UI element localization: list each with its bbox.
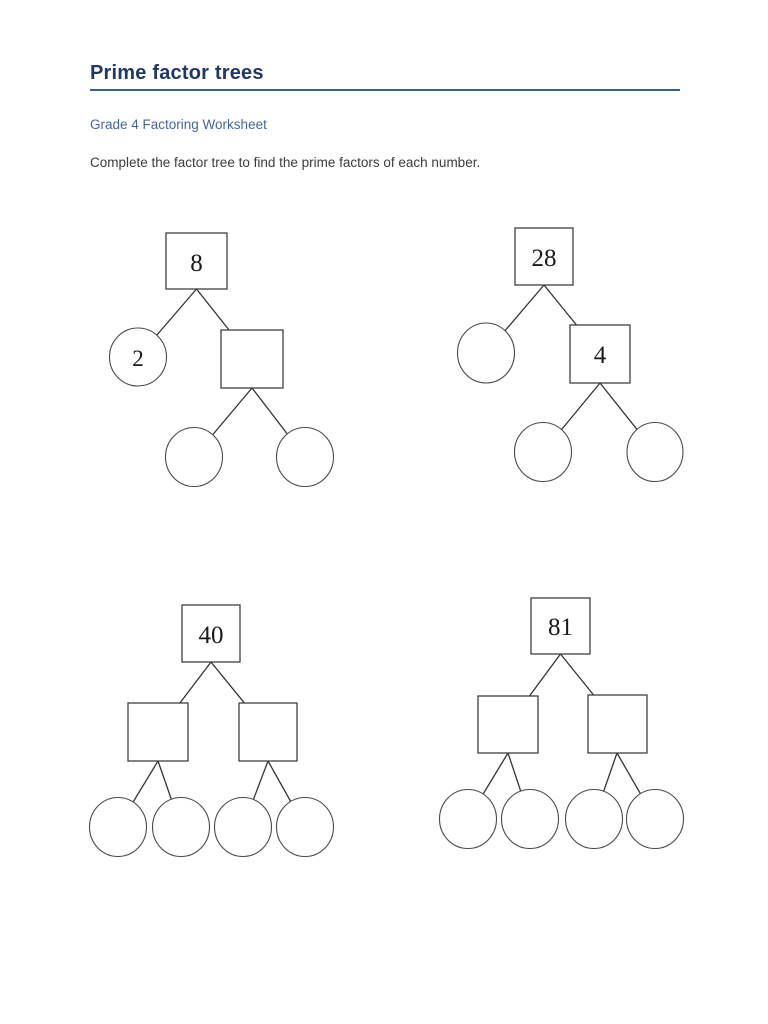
worksheet-subtitle: Grade 4 Factoring Worksheet: [90, 117, 267, 132]
factor-tree-81: [440, 598, 684, 849]
factor-tree-28: [458, 228, 684, 482]
tree40-blank-circle-3: [215, 798, 272, 857]
tree40-blank-circle-1: [90, 798, 147, 857]
tree40-root-number: 40: [198, 622, 224, 649]
tree40-blank-circle-4: [277, 798, 334, 857]
tree8-prime-number: 2: [132, 346, 144, 371]
tree28-factor-number: 4: [593, 342, 607, 369]
tree81-blank-circle-1: [440, 790, 497, 849]
instruction-text: Complete the factor tree to find the prime factors of each number.: [90, 155, 481, 170]
tree28-root-number: 28: [531, 245, 557, 272]
tree40-blank-circle-2: [153, 798, 210, 857]
tree8-blank-box: [221, 330, 283, 388]
tree40-blank-box-left: [128, 703, 188, 761]
tree28-blank-circle-2: [627, 423, 683, 482]
factor-tree-8: [110, 233, 334, 487]
page-title: Prime factor trees: [90, 62, 264, 84]
tree81-blank-circle-3: [566, 790, 623, 849]
tree8-blank-circle-1: [166, 428, 223, 487]
tree81-root-number: 81: [548, 614, 573, 641]
tree28-blank-circle-1: [515, 423, 572, 482]
tree81-blank-box-left: [478, 696, 538, 753]
tree81-blank-circle-4: [627, 790, 684, 849]
tree81-blank-circle-2: [502, 790, 559, 849]
tree40-blank-box-right: [239, 703, 297, 761]
tree8-blank-circle-2: [277, 428, 334, 487]
tree28-blank-circle-left: [458, 323, 515, 383]
factor-tree-40: [90, 605, 334, 857]
tree8-root-number: 8: [190, 250, 203, 277]
tree81-blank-box-right: [588, 695, 647, 753]
